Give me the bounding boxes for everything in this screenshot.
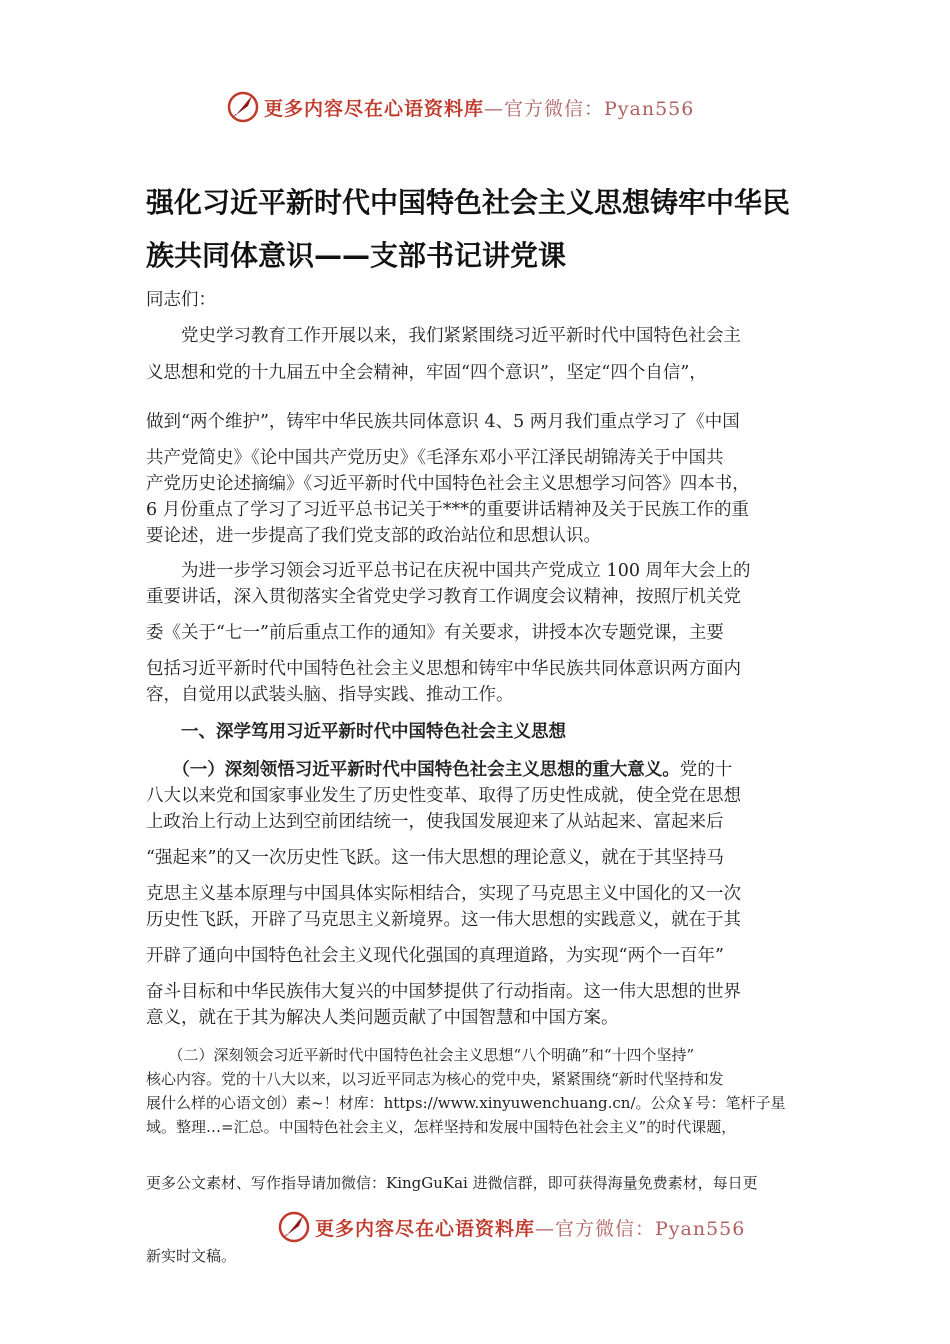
footer-banner bbox=[0, 1208, 950, 1248]
header-banner bbox=[0, 88, 950, 128]
text-line: 历史性飞跃，开辟了马克思主义新境界。这一伟大思想的实践意义，就在于其 bbox=[146, 910, 741, 930]
subheading-1: （一）深刻领悟习近平新时代中国特色社会主义思想的重大意义。 bbox=[146, 760, 680, 780]
footer-line-1: 更多公文素材、写作指导请加微信：KingGuKai 进微信群，即可获得海量免费素材，每日更 bbox=[146, 1174, 758, 1192]
banner-dash: — bbox=[484, 98, 505, 120]
text-line: 委《关于“七一”前后重点工作的通知》有关要求，讲授本次专题党课，主要 bbox=[146, 623, 724, 643]
title-line-2: 族共同体意识——支部书记讲党课 bbox=[146, 239, 567, 272]
text-line: 开辟了通向中国特色社会主义现代化强国的真理道路，为实现“两个一百年” bbox=[146, 946, 724, 966]
footer-note-2 bbox=[146, 1245, 806, 1266]
text-line: 重要讲话，深入贯彻落实全省党史学习教育工作调度会议精神，按照厅机关党 bbox=[146, 587, 741, 607]
banner-text: 更多内容尽在心语资料库 bbox=[315, 1218, 536, 1240]
text-line: 克思主义基本原理与中国具体实际相结合，实现了马克思主义中国化的又一次 bbox=[146, 884, 741, 904]
text-line: 为进一步学习领会习近平总书记在庆祝中国共产党成立 100 周年大会上的 bbox=[146, 561, 751, 581]
text-line: 上政治上行动上达到空前团结统一，使我国发展迎来了从站起来、富起来后 bbox=[146, 812, 724, 832]
text-line: 展什么样的心语文创）素~！材库：https://www.xinyuwenchuang.cn/。公众￥号：笔杆子星 bbox=[146, 1094, 786, 1112]
text-line: 奋斗目标和中华民族伟大复兴的中国梦提供了行动指南。这一伟大思想的世界 bbox=[146, 982, 741, 1002]
quill-logo-icon bbox=[277, 1210, 311, 1244]
document-title bbox=[146, 176, 816, 282]
text-line: （二）深刻领会习近平新时代中国特色社会主义思想“八个明确”和“十四个坚持” bbox=[146, 1046, 695, 1064]
text-line: 容，自觉用以武装头脑、指导实践、推动工作。 bbox=[146, 685, 514, 705]
text-line: 产党历史论述摘编》《习近平新时代中国特色社会主义思想学习问答》四本书， bbox=[146, 474, 750, 494]
footer-line-2: 新实时文稿。 bbox=[146, 1247, 237, 1265]
banner-wechat: 官方微信：Pyan556 bbox=[555, 1218, 746, 1240]
text-line: 八大以来党和国家事业发生了历史性变革、取得了历史性成就，使全党在思想 bbox=[146, 786, 741, 806]
text-line: 核心内容。党的十八大以来，以习近平同志为核心的党中央，紧紧围绕“新时代坚持和发 bbox=[146, 1070, 724, 1088]
text-line: 共产党简史》《论中国共产党历史》《毛泽东邓小平江泽民胡锦涛关于中国共 bbox=[146, 448, 724, 468]
text-line: 包括习近平新时代中国特色社会主义思想和铸牢中华民族共同体意识两方面内 bbox=[146, 659, 741, 679]
quill-logo-icon bbox=[226, 90, 260, 124]
banner-wechat: 官方微信：Pyan556 bbox=[504, 98, 695, 120]
banner-text: 更多内容尽在心语资料库 bbox=[264, 98, 485, 120]
text-line: 义思想和党的十九届五中全会精神，牢固“四个意识”，坚定“四个自信”， bbox=[146, 363, 707, 383]
text-line: 党史学习教育工作开展以来，我们紧紧围绕习近平新时代中国特色社会主 bbox=[146, 326, 741, 346]
text-line: “强起来”的又一次历史性飞跃。这一伟大思想的理论意义，就在于其坚持马 bbox=[146, 848, 724, 868]
text-line: 意义，就在于其为解决人类问题贡献了中国智慧和中国方案。 bbox=[146, 1008, 619, 1028]
greeting-text: 同志们： bbox=[146, 290, 216, 310]
title-line-1: 强化习近平新时代中国特色社会主义思想铸牢中华民 bbox=[146, 186, 791, 219]
text-line: 要论述，进一步提高了我们党支部的政治站位和思想认识。 bbox=[146, 526, 601, 546]
footer-note bbox=[146, 1172, 806, 1193]
text-span: 党的十 bbox=[679, 760, 733, 780]
heading-text: 一、深学笃用习近平新时代中国特色社会主义思想 bbox=[146, 722, 566, 742]
text-line: 做到“两个维护”，铸牢中华民族共同体意识 4、5 两月我们重点学习了《中国 bbox=[146, 412, 740, 432]
text-line: 域。整理…=汇总。中国特色社会主义，怎样坚持和发展中国特色社会主义”的时代课题， bbox=[146, 1118, 737, 1136]
banner-dash: — bbox=[535, 1218, 556, 1240]
text-line: 6 月份重点了学习了习近平总书记关于***的重要讲话精神及关于民族工作的重 bbox=[146, 500, 749, 520]
